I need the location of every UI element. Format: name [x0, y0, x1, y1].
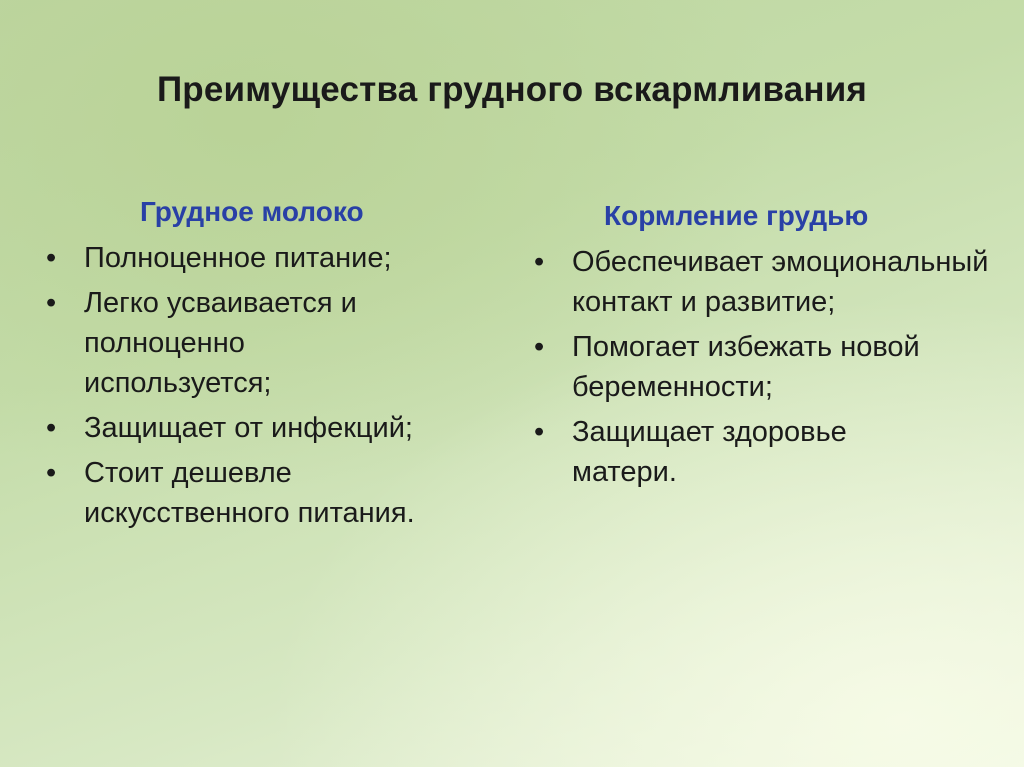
bullet-icon: •	[46, 287, 57, 319]
list-item	[530, 412, 952, 492]
list-item	[42, 408, 504, 448]
list-item	[42, 453, 504, 533]
left-bullet-list	[42, 238, 502, 533]
bullet-icon: •	[534, 416, 545, 448]
list-item-text: Стоит дешевле искусственного питания.	[84, 457, 415, 529]
right-bullet-list	[530, 242, 990, 492]
bullet-icon: •	[46, 412, 57, 444]
list-item-text: Защищает от инфекций;	[84, 412, 413, 444]
list-item	[530, 327, 962, 407]
list-item	[42, 283, 414, 403]
list-item-text: Защищает здоровье матери.	[572, 416, 847, 488]
bullet-icon: •	[46, 457, 57, 489]
list-item-text: Обеспечивает эмоциональный контакт и развитие;	[572, 246, 989, 318]
list-item-text: Легко усваивается и полноценно используется;	[84, 287, 357, 399]
right-column-heading: Кормление грудью	[604, 200, 869, 231]
bullet-icon: •	[46, 242, 57, 274]
right-column	[530, 196, 990, 497]
list-item-text: Помогает избежать новой беременности;	[572, 331, 920, 403]
list-item-text: Полноценное питание;	[84, 242, 392, 274]
slide-title: Преимущества грудного вскармливания	[156, 70, 868, 109]
bullet-icon: •	[534, 331, 545, 363]
left-column-heading: Грудное молоко	[140, 196, 364, 227]
list-item	[530, 242, 1002, 322]
bullet-icon: •	[534, 246, 545, 278]
left-column	[42, 196, 502, 538]
list-item	[42, 238, 484, 278]
